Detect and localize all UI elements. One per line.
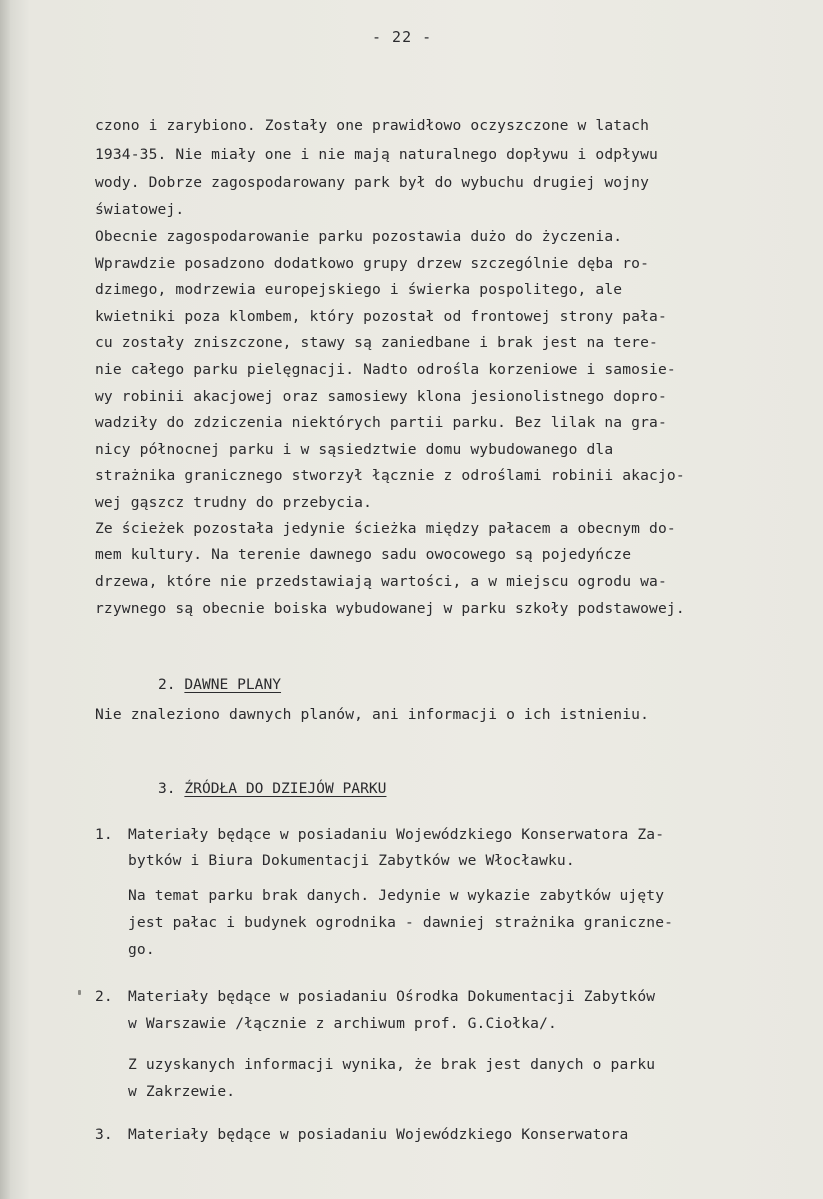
section-number: 3. xyxy=(158,780,176,797)
text-line: wej gąszcz trudny do przebycia. xyxy=(95,494,373,511)
text-line: kwietniki poza klombem, który pozostał od frontowej strony pała- xyxy=(95,308,667,325)
list-item-note: go. xyxy=(128,941,155,958)
text-line: czono i zarybiono. Zostały one prawidłowo oczyszczone w latach xyxy=(95,117,650,134)
text-line: wy robinii akacjowej oraz samosiewy klona jesionolistnego dopro- xyxy=(95,388,667,405)
text-line: mem kultury. Na terenie dawnego sadu owocowego są pojedyńcze xyxy=(95,546,632,563)
text-line: 1934-35. Nie miały one i nie mają naturalnego dopływu i odpływu xyxy=(95,146,658,163)
text-line: nie całego parku pielęgnacji. Nadto odrośla korzeniowe i samosie- xyxy=(95,361,676,378)
text-line: światowej. xyxy=(95,201,185,218)
list-item-number: 3. xyxy=(95,1126,113,1143)
list-item-note: Z uzyskanych informacji wynika, że brak jest danych o parku xyxy=(128,1056,656,1073)
section-number: 2. xyxy=(158,676,176,693)
section-title: DAWNE PLANY xyxy=(184,676,282,693)
text-line: Wprawdzie posadzono dodatkowo grupy drzew szczególnie dęba ro- xyxy=(95,255,650,272)
list-item-number: 1. xyxy=(95,826,113,843)
text-line: drzewa, które nie przedstawiają wartości, a w miejscu ogrodu wa- xyxy=(95,573,667,590)
list-item-number: 2. xyxy=(95,988,113,1005)
list-item-text: Materiały będące w posiadaniu Wojewódzkiego Konserwatora xyxy=(128,1126,629,1143)
list-item-note: jest pałac i budynek ogrodnika - dawniej strażnika graniczne- xyxy=(128,914,674,931)
text-line: nicy północnej parku i w sąsiedztwie domu wybudowanego dla xyxy=(95,441,614,458)
list-item-text: w Warszawie /łącznie z archiwum prof. G.Ciołka/. xyxy=(128,1015,557,1032)
margin-mark xyxy=(78,990,81,995)
text-line: cu zostały zniszczone, stawy są zaniedbane i brak jest na tere- xyxy=(95,334,658,351)
text-line: Nie znaleziono dawnych planów, ani informacji o ich istnieniu. xyxy=(95,706,650,723)
list-item-text: Materiały będące w posiadaniu Wojewódzkiego Konserwatora Za- xyxy=(128,826,665,843)
section-heading-zrodla xyxy=(158,780,386,797)
section-heading-dawne-plany xyxy=(158,676,281,693)
text-line: Obecnie zagospodarowanie parku pozostawia dużo do życzenia. xyxy=(95,228,623,245)
page-number: - 22 - xyxy=(372,28,433,46)
text-line: wadziły do zdziczenia niektórych partii parku. Bez lilak na gra- xyxy=(95,414,667,431)
list-item-note: Na temat parku brak danych. Jedynie w wykazie zabytków ujęty xyxy=(128,887,665,904)
list-item-note: w Zakrzewie. xyxy=(128,1083,236,1100)
text-line: Ze ścieżek pozostała jedynie ścieżka między pałacem a obecnym do- xyxy=(95,520,676,537)
section-title: ŹRÓDŁA DO DZIEJÓW PARKU xyxy=(184,780,387,797)
list-item-text: bytków i Biura Dokumentacji Zabytków we Włocławku. xyxy=(128,852,575,869)
text-line: strażnika granicznego stworzył łącznie z odroślami robinii akacjo- xyxy=(95,467,685,484)
list-item-text: Materiały będące w posiadaniu Ośrodka Dokumentacji Zabytków xyxy=(128,988,656,1005)
text-line: dzimego, modrzewia europejskiego i świerka pospolitego, ale xyxy=(95,281,623,298)
page-left-edge xyxy=(0,0,10,1199)
text-line: rzywnego są obecnie boiska wybudowanej w parku szkoły podstawowej. xyxy=(95,600,685,617)
text-line: wody. Dobrze zagospodarowany park był do wybuchu drugiej wojny xyxy=(95,174,650,191)
